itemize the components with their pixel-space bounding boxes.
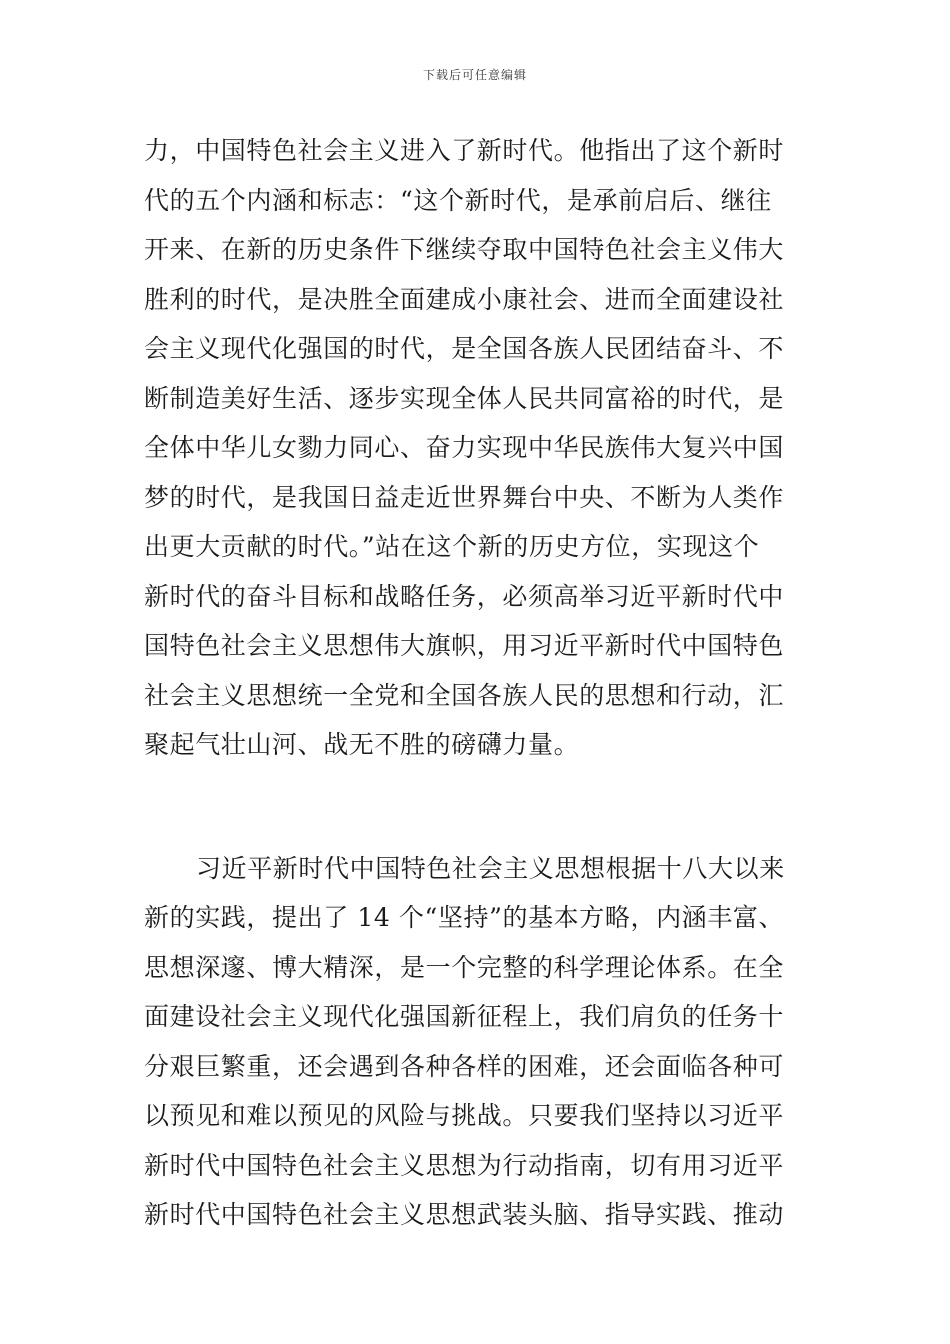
- text-line: 新时代的奋斗目标和战略任务，必须高举习近平新时代中: [144, 581, 785, 611]
- paragraph: [144, 126, 808, 770]
- paragraph-spacer: [144, 770, 808, 844]
- text-line: 新时代中国特色社会主义思想为行动指南，切有用习近平: [144, 1150, 785, 1180]
- text-line: 思想深邃、博大精深，是一个完整的科学理论体系。在全: [144, 952, 785, 982]
- document-body: [144, 126, 808, 1240]
- text-line: 分艰巨繁重，还会遇到各种各样的困难，还会面临各种可: [144, 1051, 785, 1081]
- paragraph: [144, 844, 808, 1240]
- text-line: 梦的时代，是我国日益走近世界舞台中央、不断为人类作: [144, 482, 785, 512]
- text-line: 国特色社会主义思想伟大旗帜，用习近平新时代中国特色: [144, 631, 785, 660]
- text-line: 会主义现代化强国的时代，是全国各族人民团结奋斗、不: [144, 334, 785, 363]
- text-line: 断制造美好生活、逐步实现全体人民共同富裕的时代，是: [144, 383, 785, 413]
- text-line: 新时代中国特色社会主义思想武装头脑、指导实践、推动: [144, 1200, 785, 1229]
- text-line: 出更大贡献的时代。”站在这个新的历史方位，实现这个: [144, 532, 760, 561]
- text-line: 全体中华儿女勠力同心、奋力实现中华民族伟大复兴中国: [144, 433, 785, 462]
- text-line: 以预见和难以预见的风险与挑战。只要我们坚持以习近平: [144, 1101, 785, 1130]
- page-header: 下载后可任意编辑: [422, 68, 527, 82]
- text-line: 聚起气壮山河、战无不胜的磅礴力量。: [144, 730, 580, 759]
- text-line: 力，中国特色社会主义进入了新时代。他指出了这个新时: [144, 136, 785, 165]
- text-line: 新的实践，提出了 14 个“坚持”的基本方略，内涵丰富、: [144, 903, 785, 932]
- text-line: 开来、在新的历史条件下继续夺取中国特色社会主义伟大: [144, 235, 785, 264]
- text-line: 习近平新时代中国特色社会主义思想根据十八大以来: [196, 853, 785, 883]
- text-line: 胜利的时代，是决胜全面建成小康社会、进而全面建设社: [144, 284, 785, 314]
- text-line: 代的五个内涵和标志：“这个新时代，是承前启后、继往: [144, 185, 772, 215]
- text-line: 面建设社会主义现代化强国新征程上，我们肩负的任务十: [144, 1002, 785, 1031]
- text-line: 社会主义思想统一全党和全国各族人民的思想和行动，汇: [144, 680, 785, 710]
